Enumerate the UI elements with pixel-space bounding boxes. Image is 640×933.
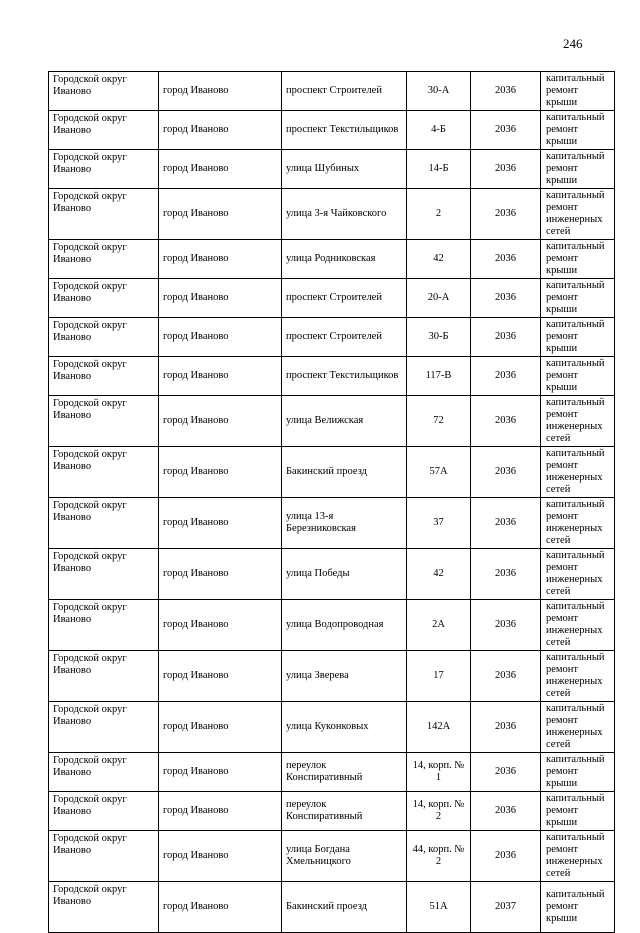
work-cell: капитальный ремонт инженерных сетей [541, 831, 615, 882]
city-cell: город Иваново [159, 702, 282, 753]
district-cell: Городской округ Иваново [49, 279, 159, 318]
table-row [49, 240, 615, 279]
house-cell: 42 [407, 240, 471, 279]
work-cell: капитальный ремонт крыши [541, 357, 615, 396]
table-row [49, 831, 615, 882]
city-cell: город Иваново [159, 72, 282, 111]
street-cell: проспект Текстильщиков [282, 111, 407, 150]
street-cell: улица Велижская [282, 396, 407, 447]
city-cell: город Иваново [159, 447, 282, 498]
table-row [49, 792, 615, 831]
district-cell: Городской округ Иваново [49, 150, 159, 189]
house-cell: 37 [407, 498, 471, 549]
year-cell: 2036 [471, 792, 541, 831]
house-cell: 17 [407, 651, 471, 702]
street-cell: Бакинский проезд [282, 882, 407, 933]
work-cell: капитальный ремонт крыши [541, 111, 615, 150]
house-cell: 2 [407, 189, 471, 240]
table-row [49, 279, 615, 318]
work-cell: капитальный ремонт инженерных сетей [541, 600, 615, 651]
city-cell: город Иваново [159, 279, 282, 318]
year-cell: 2036 [471, 357, 541, 396]
district-cell: Городской округ Иваново [49, 357, 159, 396]
street-cell: улица Шубиных [282, 150, 407, 189]
street-cell: улица Водопроводная [282, 600, 407, 651]
table-row [49, 72, 615, 111]
year-cell: 2036 [471, 702, 541, 753]
city-cell: город Иваново [159, 600, 282, 651]
work-cell: капитальный ремонт крыши [541, 318, 615, 357]
year-cell: 2036 [471, 240, 541, 279]
house-cell: 57А [407, 447, 471, 498]
district-cell: Городской округ Иваново [49, 396, 159, 447]
work-cell: капитальный ремонт инженерных сетей [541, 651, 615, 702]
district-cell: Городской округ Иваново [49, 753, 159, 792]
district-cell: Городской округ Иваново [49, 318, 159, 357]
work-cell: капитальный ремонт инженерных сетей [541, 498, 615, 549]
table-row [49, 549, 615, 600]
year-cell: 2036 [471, 318, 541, 357]
city-cell: город Иваново [159, 882, 282, 933]
house-cell: 30-А [407, 72, 471, 111]
house-cell: 30-Б [407, 318, 471, 357]
house-cell: 14-Б [407, 150, 471, 189]
house-cell: 2А [407, 600, 471, 651]
house-cell: 142А [407, 702, 471, 753]
table-row [49, 357, 615, 396]
year-cell: 2036 [471, 189, 541, 240]
city-cell: город Иваново [159, 357, 282, 396]
street-cell: улица Богдана Хмельницкого [282, 831, 407, 882]
year-cell: 2036 [471, 498, 541, 549]
house-cell: 117-В [407, 357, 471, 396]
district-cell: Городской округ Иваново [49, 792, 159, 831]
city-cell: город Иваново [159, 753, 282, 792]
year-cell: 2036 [471, 549, 541, 600]
city-cell: город Иваново [159, 318, 282, 357]
street-cell: проспект Строителей [282, 279, 407, 318]
table-row [49, 702, 615, 753]
work-cell: капитальный ремонт инженерных сетей [541, 447, 615, 498]
district-cell: Городской округ Иваново [49, 111, 159, 150]
street-cell: Бакинский проезд [282, 447, 407, 498]
district-cell: Городской округ Иваново [49, 831, 159, 882]
table-row [49, 498, 615, 549]
street-cell: улица Куконковых [282, 702, 407, 753]
table-row [49, 447, 615, 498]
work-cell: капитальный ремонт инженерных сетей [541, 396, 615, 447]
district-cell: Городской округ Иваново [49, 447, 159, 498]
year-cell: 2036 [471, 72, 541, 111]
work-cell: капитальный ремонт крыши [541, 882, 615, 933]
city-cell: город Иваново [159, 831, 282, 882]
street-cell: проспект Строителей [282, 72, 407, 111]
table-row [49, 600, 615, 651]
house-cell: 72 [407, 396, 471, 447]
work-cell: капитальный ремонт крыши [541, 72, 615, 111]
table-row [49, 753, 615, 792]
year-cell: 2036 [471, 600, 541, 651]
district-cell: Городской округ Иваново [49, 702, 159, 753]
street-cell: переулок Конспиративный [282, 792, 407, 831]
district-cell: Городской округ Иваново [49, 882, 159, 933]
city-cell: город Иваново [159, 189, 282, 240]
year-cell: 2036 [471, 279, 541, 318]
house-cell: 44, корп. № 2 [407, 831, 471, 882]
year-cell: 2036 [471, 831, 541, 882]
house-cell: 42 [407, 549, 471, 600]
city-cell: город Иваново [159, 396, 282, 447]
table-row [49, 189, 615, 240]
city-cell: город Иваново [159, 651, 282, 702]
work-cell: капитальный ремонт инженерных сетей [541, 189, 615, 240]
street-cell: улица Зверева [282, 651, 407, 702]
city-cell: город Иваново [159, 498, 282, 549]
page-number: 246 [563, 36, 583, 51]
year-cell: 2036 [471, 150, 541, 189]
house-cell: 20-А [407, 279, 471, 318]
year-cell: 2037 [471, 882, 541, 933]
house-cell: 14, корп. № 2 [407, 792, 471, 831]
city-cell: город Иваново [159, 792, 282, 831]
year-cell: 2036 [471, 753, 541, 792]
street-cell: проспект Текстильщиков [282, 357, 407, 396]
year-cell: 2036 [471, 447, 541, 498]
street-cell: улица 3-я Чайковского [282, 189, 407, 240]
work-cell: капитальный ремонт крыши [541, 792, 615, 831]
district-cell: Городской округ Иваново [49, 651, 159, 702]
table-row [49, 150, 615, 189]
street-cell: переулок Конспиративный [282, 753, 407, 792]
street-cell: проспект Строителей [282, 318, 407, 357]
city-cell: город Иваново [159, 111, 282, 150]
work-cell: капитальный ремонт крыши [541, 150, 615, 189]
work-cell: капитальный ремонт инженерных сетей [541, 549, 615, 600]
district-cell: Городской округ Иваново [49, 600, 159, 651]
district-cell: Городской округ Иваново [49, 498, 159, 549]
table-row [49, 651, 615, 702]
table-row [49, 318, 615, 357]
district-cell: Городской округ Иваново [49, 189, 159, 240]
district-cell: Городской округ Иваново [49, 240, 159, 279]
year-cell: 2036 [471, 651, 541, 702]
street-cell: улица Победы [282, 549, 407, 600]
table-row [49, 882, 615, 933]
table-row [49, 396, 615, 447]
work-cell: капитальный ремонт крыши [541, 240, 615, 279]
year-cell: 2036 [471, 111, 541, 150]
city-cell: город Иваново [159, 549, 282, 600]
street-cell: улица 13-я Березниковская [282, 498, 407, 549]
city-cell: город Иваново [159, 150, 282, 189]
repair-schedule-table [48, 71, 615, 933]
work-cell: капитальный ремонт крыши [541, 753, 615, 792]
table-row [49, 111, 615, 150]
district-cell: Городской округ Иваново [49, 72, 159, 111]
street-cell: улица Родниковская [282, 240, 407, 279]
work-cell: капитальный ремонт крыши [541, 279, 615, 318]
district-cell: Городской округ Иваново [49, 549, 159, 600]
table-body [49, 72, 615, 933]
house-cell: 51А [407, 882, 471, 933]
year-cell: 2036 [471, 396, 541, 447]
work-cell: капитальный ремонт инженерных сетей [541, 702, 615, 753]
house-cell: 14, корп. № 1 [407, 753, 471, 792]
house-cell: 4-Б [407, 111, 471, 150]
city-cell: город Иваново [159, 240, 282, 279]
